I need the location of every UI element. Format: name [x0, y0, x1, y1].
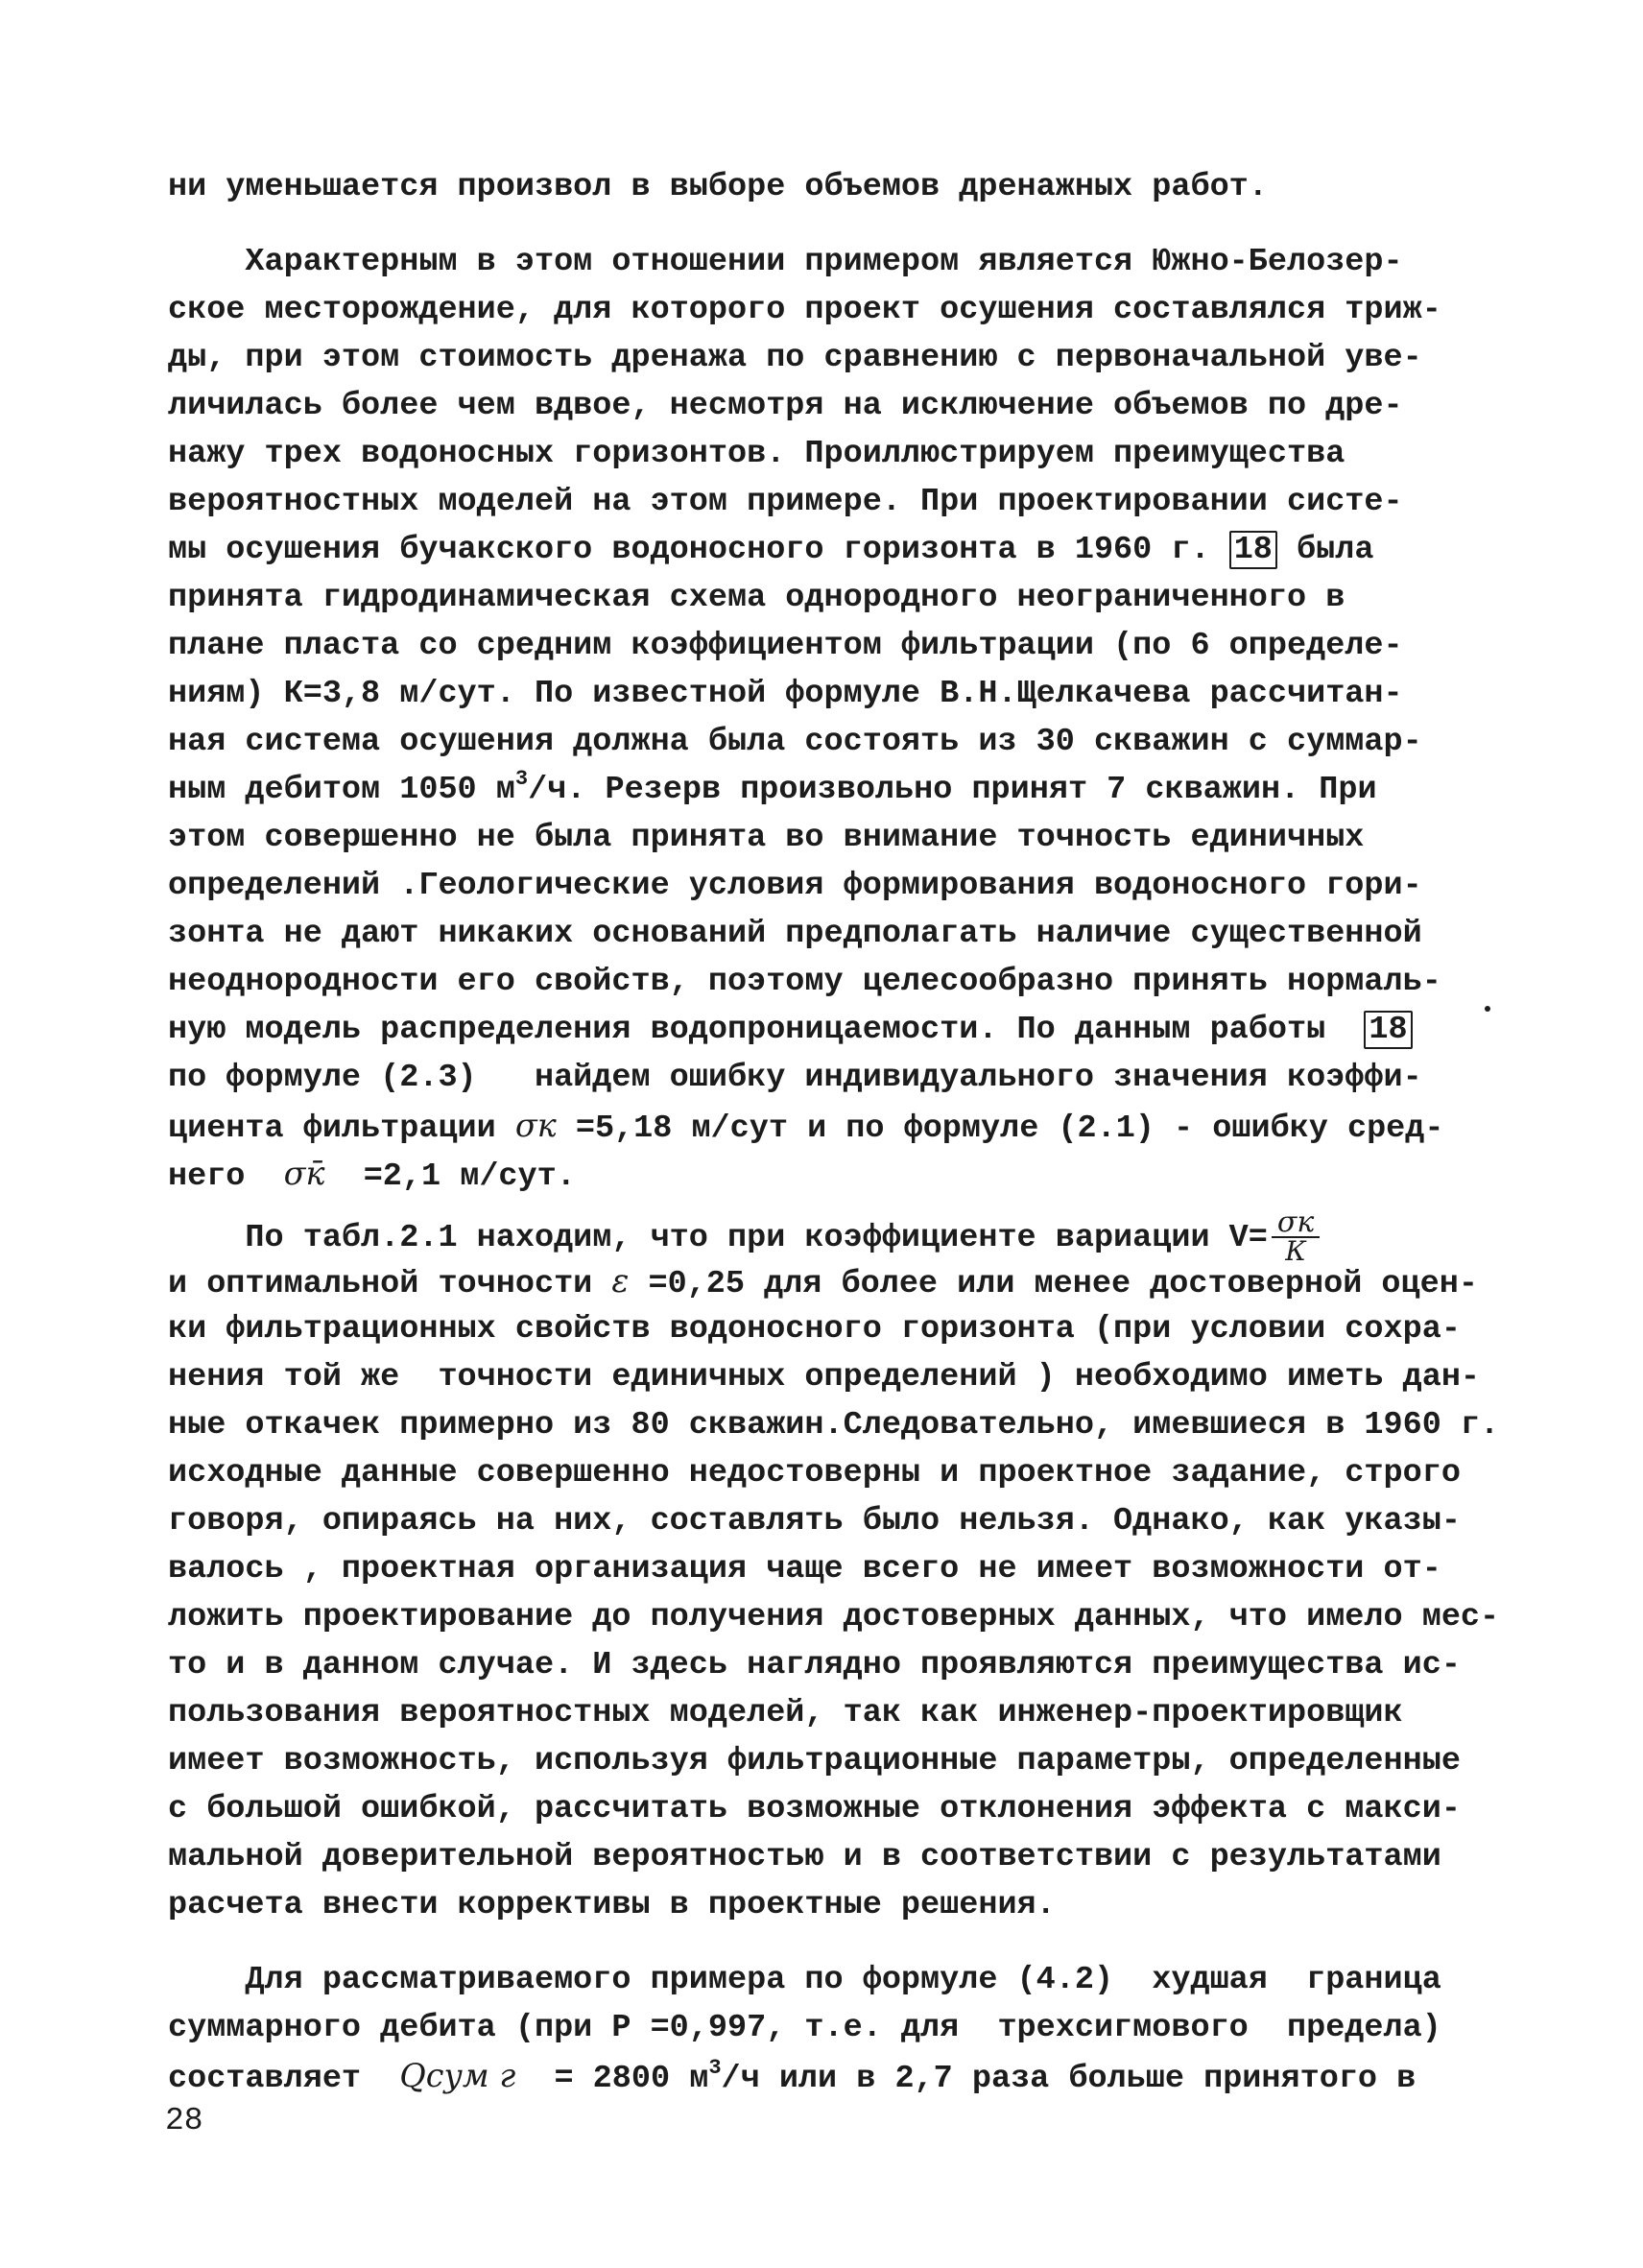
text-line: пользования вероятностных моделей, так как инженер-проектировщик — [168, 1695, 1403, 1731]
text-line: ниям) К=3,8 м/сут. По известной формуле В.Н.Щелкачева рассчитан- — [168, 676, 1403, 712]
text-segment: =5,18 м/сут и по формуле (2.1) - ошибку сред- — [556, 1110, 1444, 1147]
text-line: ни уменьшается произвол в выборе объемов дренажных работ. — [168, 169, 1268, 205]
text-segment: ным дебитом 1050 м — [168, 772, 515, 808]
text-line: валось , проектная организация чаще всего не имеет возможности от- — [168, 1551, 1441, 1588]
text-line: нения той же точности единичных определений ) необходимо иметь дан- — [168, 1359, 1481, 1396]
math-symbol: ε — [611, 1262, 630, 1300]
text-segment: него — [168, 1158, 284, 1195]
superscript: 3 — [514, 767, 529, 791]
fraction-denominator: К — [1285, 1235, 1306, 1267]
text-line: ложить проектирование до получения достоверных данных, что имело мес- — [168, 1599, 1500, 1635]
text-line: определений .Геологические условия формирования водоносного гори- — [168, 868, 1422, 904]
text-line: говоря, опираясь на них, составлять было нельзя. Однако, как указы- — [168, 1503, 1461, 1540]
text-line: ная система осушения должна была состоять из 30 скважин с суммар- — [168, 724, 1422, 760]
text-line — [168, 1006, 1512, 1054]
math-symbol: σк̄ — [283, 1155, 325, 1192]
text-line: ки фильтрационных свойств водоносного горизонта (при условии сохра- — [168, 1311, 1461, 1348]
text-line: имеет возможность, используя фильтрационные параметры, определенные — [168, 1743, 1461, 1779]
text-line: нажу трех водоносных горизонтов. Проиллюстрируем преимущества — [168, 436, 1345, 472]
reference-citation: 18 — [1229, 531, 1277, 569]
text-segment: мы осушения бучакского водоносного горизонта в 1960 г. — [168, 532, 1229, 568]
text-line: исходные данные совершенно недостоверны и проектное задание, строго — [168, 1455, 1461, 1492]
text-line: Характерным в этом отношении примером является Южно-Белозер- — [168, 244, 1403, 280]
superscript: 3 — [708, 2056, 722, 2080]
text-line — [168, 2052, 1512, 2100]
text-segment: циента фильтрации — [168, 1110, 515, 1147]
text-line: мальной доверительной вероятностью и в соответствии с результатами — [168, 1839, 1441, 1875]
text-line: то и в данном случае. И здесь наглядно проявляются преимущества ис- — [168, 1647, 1461, 1683]
text-line: личилась более чем вдвое, несмотря на исключение объемов по дре- — [168, 388, 1403, 424]
text-segment: = 2800 м — [515, 2061, 709, 2097]
text-segment: /ч или в 2,7 раза больше принятого в — [721, 2061, 1417, 2097]
stray-mark — [1485, 1006, 1490, 1012]
page-number: 28 — [165, 2103, 203, 2138]
text-segment: ную модель распределения водопроницаемости. По данным работы — [168, 1012, 1365, 1048]
text-line: этом совершенно не была принята во внимание точность единичных — [168, 820, 1365, 856]
text-line: ные откачек примерно из 80 скважин.Следовательно, имевшиеся в 1960 г. — [168, 1407, 1500, 1444]
text-line: по формуле (2.3) найдем ошибку индивидуального значения коэффи- — [168, 1060, 1422, 1096]
text-segment: =2,1 м/сут. — [324, 1158, 576, 1195]
text-line: суммарного дебита (при Р =0,997, т.е. для трехсигмового предела) — [168, 2010, 1441, 2046]
text-line: зонта не дают никаких оснований предполагать наличие существенной — [168, 916, 1422, 952]
fraction-numerator: σк — [1272, 1209, 1320, 1238]
text-line — [168, 766, 1512, 814]
text-line: неоднородности его свойств, поэтому целесообразно принять нормаль- — [168, 964, 1441, 1000]
text-line: с большой ошибкой, рассчитать возможные отклонения эффекта с макси- — [168, 1791, 1461, 1827]
text-line — [168, 1257, 1512, 1305]
text-line — [168, 1150, 1512, 1198]
text-line: принята гидродинамическая схема однородного неограниченного в — [168, 580, 1345, 616]
reference-citation: 18 — [1364, 1011, 1412, 1049]
text-line: расчета внести коррективы в проектные решения. — [168, 1887, 1056, 1923]
text-segment: и оптимальной точности — [168, 1266, 612, 1302]
math-symbol: Qсум г — [399, 2057, 516, 2094]
text-segment: была — [1276, 532, 1374, 568]
text-line: вероятностных моделей на этом примере. При проектировании систе- — [168, 484, 1403, 520]
text-line — [168, 1206, 1512, 1267]
text-segment: =0,25 для более или менее достоверной оцен- — [629, 1266, 1478, 1302]
text-segment: /ч. Резерв произвольно принят 7 скважин. При — [528, 772, 1377, 808]
text-line — [168, 526, 1512, 574]
text-segment: составляет — [168, 2061, 400, 2097]
text-line: плане пласта со средним коэффициентом фильтрации (по 6 определе- — [168, 628, 1403, 664]
text-line — [168, 1102, 1512, 1150]
text-segment: По табл.2.1 находим, что при коэффициенте вариации V= — [168, 1219, 1268, 1256]
text-line: Для рассматриваемого примера по формуле (4.2) худшая граница — [168, 1962, 1441, 1998]
math-symbol: σк — [514, 1107, 557, 1144]
text-line: ды, при этом стоимость дренажа по сравнению с первоначальной уве- — [168, 340, 1422, 376]
text-line: ское месторождение, для которого проект осушения составлялся триж- — [168, 292, 1441, 328]
